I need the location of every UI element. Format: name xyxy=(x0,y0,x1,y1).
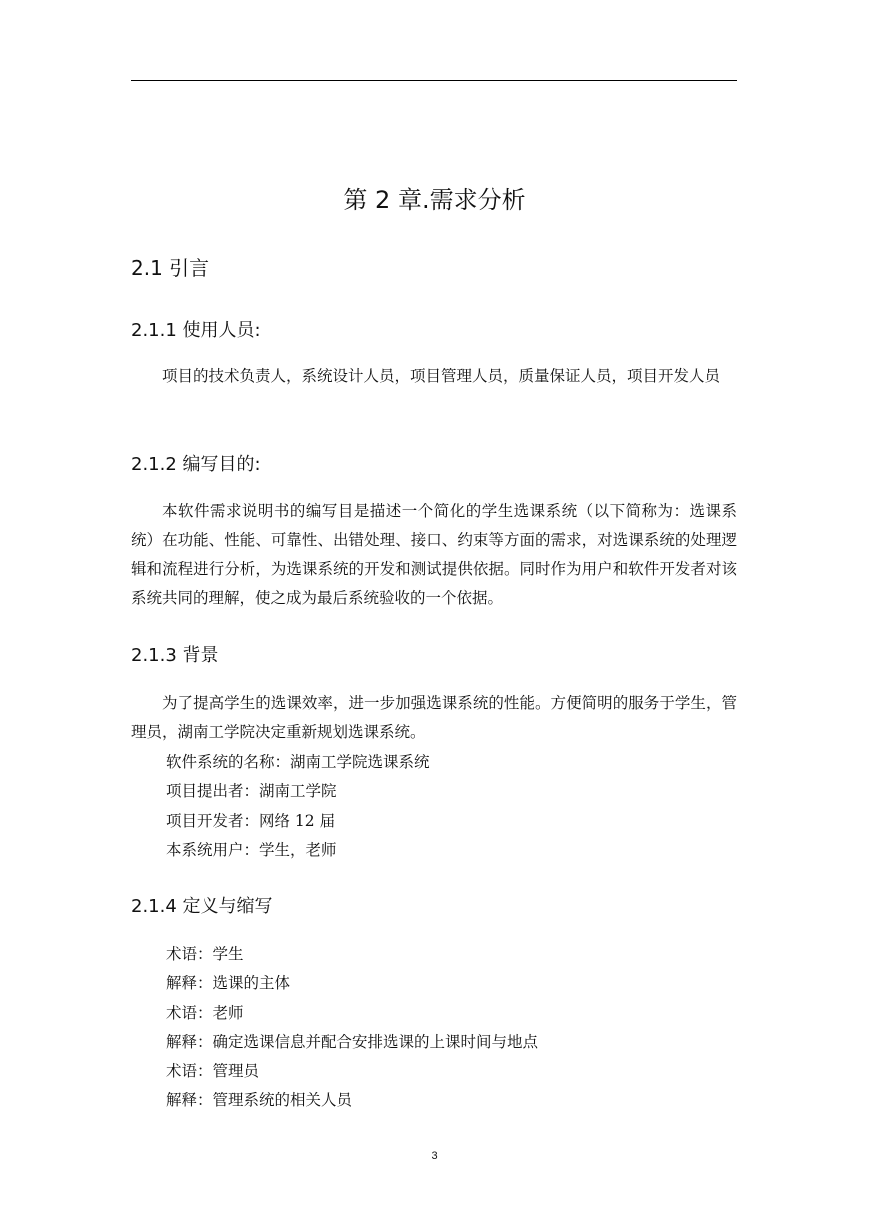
section-2-1-4-heading: 2.1.4 定义与缩写 xyxy=(131,896,273,917)
section-2-1-3-heading: 2.1.3 背景 xyxy=(131,645,219,666)
list-item: 本系统用户：学生，老师 xyxy=(166,840,337,859)
list-item: 项目提出者：湖南工学院 xyxy=(166,782,337,801)
section-2-1-2-heading: 2.1.2 编写目的: xyxy=(131,454,261,475)
section-2-1-1-paragraph: 项目的技术负责人，系统设计人员，项目管理人员，质量保证人员，项目开发人员 xyxy=(162,367,721,385)
section-2-1-3-paragraph: 为了提高学生的选课效率，进一步加强选课系统的性能。方便简明的服务于学生，管理员，湖南工学院决定重新规划选课系统。 xyxy=(131,694,737,741)
list-item: 解释：确定选课信息并配合安排选课的上课时间与地点 xyxy=(166,1032,539,1051)
section-2-1-2-paragraph: 本软件需求说明书的编写目是描述一个简化的学生选课系统（以下简称为：选课系统）在功能、性能、可靠性、出错处理、接口、约束等方面的需求，对选课系统的处理逻辑和流程进行分析，为选课系统的开发和测试提供依据。同时作为用户和软件开发者对该系统共同的理解，使之成为最后系统验收的一个依据。 xyxy=(131,502,737,607)
list-item: 项目开发者：网络 12 届 xyxy=(166,811,336,830)
list-item: 术语：学生 xyxy=(166,945,244,963)
section-2-1-heading: 2.1 引言 xyxy=(131,256,210,280)
section-2-1-1-heading: 2.1.1 使用人员: xyxy=(131,320,261,341)
section-2-1-4-list xyxy=(166,940,538,1116)
list-item: 术语：管理员 xyxy=(166,1062,260,1081)
list-item: 软件系统的名称：湖南工学院选课系统 xyxy=(166,753,430,771)
list-item: 解释：选课的主体 xyxy=(166,974,291,993)
chapter-title: 第 2 章.需求分析 xyxy=(343,186,526,214)
list-item: 解释：管理系统的相关人员 xyxy=(166,1091,353,1110)
page-number: 3 xyxy=(431,1150,438,1162)
header-rule xyxy=(131,80,737,81)
list-item: 术语：老师 xyxy=(166,1003,244,1022)
section-2-1-3-list xyxy=(166,748,430,865)
